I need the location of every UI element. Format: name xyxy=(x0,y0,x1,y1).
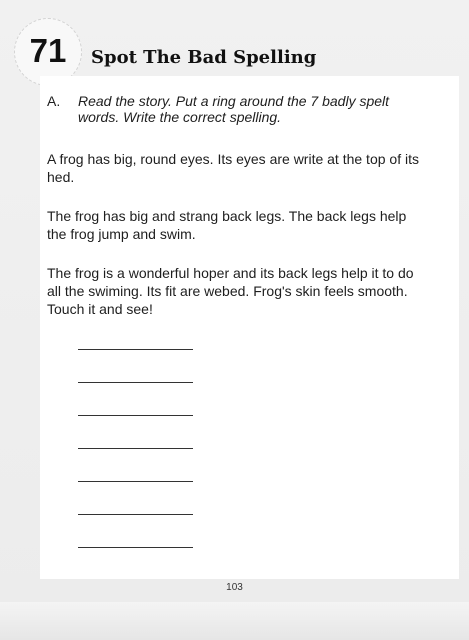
answer-line[interactable] xyxy=(78,481,193,482)
story-paragraph-1: A frog has big, round eyes. Its eyes are write at the top of its hed. xyxy=(47,151,419,185)
answer-line[interactable] xyxy=(78,349,193,350)
answer-line[interactable] xyxy=(78,448,193,449)
page-number: 103 xyxy=(226,582,243,593)
activity-title: Spot The Bad Spelling xyxy=(91,47,317,68)
instruction-text: Read the story. Put a ring around the 7 badly spelt words. Write the correct spelling. xyxy=(78,93,390,125)
story-paragraph-2: The frog has big and strang back legs. The back legs help the frog jump and swim. xyxy=(47,208,407,242)
answer-line[interactable] xyxy=(78,514,193,515)
activity-number: 71 xyxy=(29,32,67,69)
instruction-letter: A. xyxy=(47,93,61,109)
story-paragraph-3: The frog is a wonderful hoper and its back legs help it to do all the swiming. Its fit are webed. Frog's skin feels smooth. Touch it and see! xyxy=(47,265,414,317)
answer-line[interactable] xyxy=(78,547,193,548)
answer-line[interactable] xyxy=(78,382,193,383)
page-bottom-band xyxy=(0,602,469,640)
answer-line[interactable] xyxy=(78,415,193,416)
